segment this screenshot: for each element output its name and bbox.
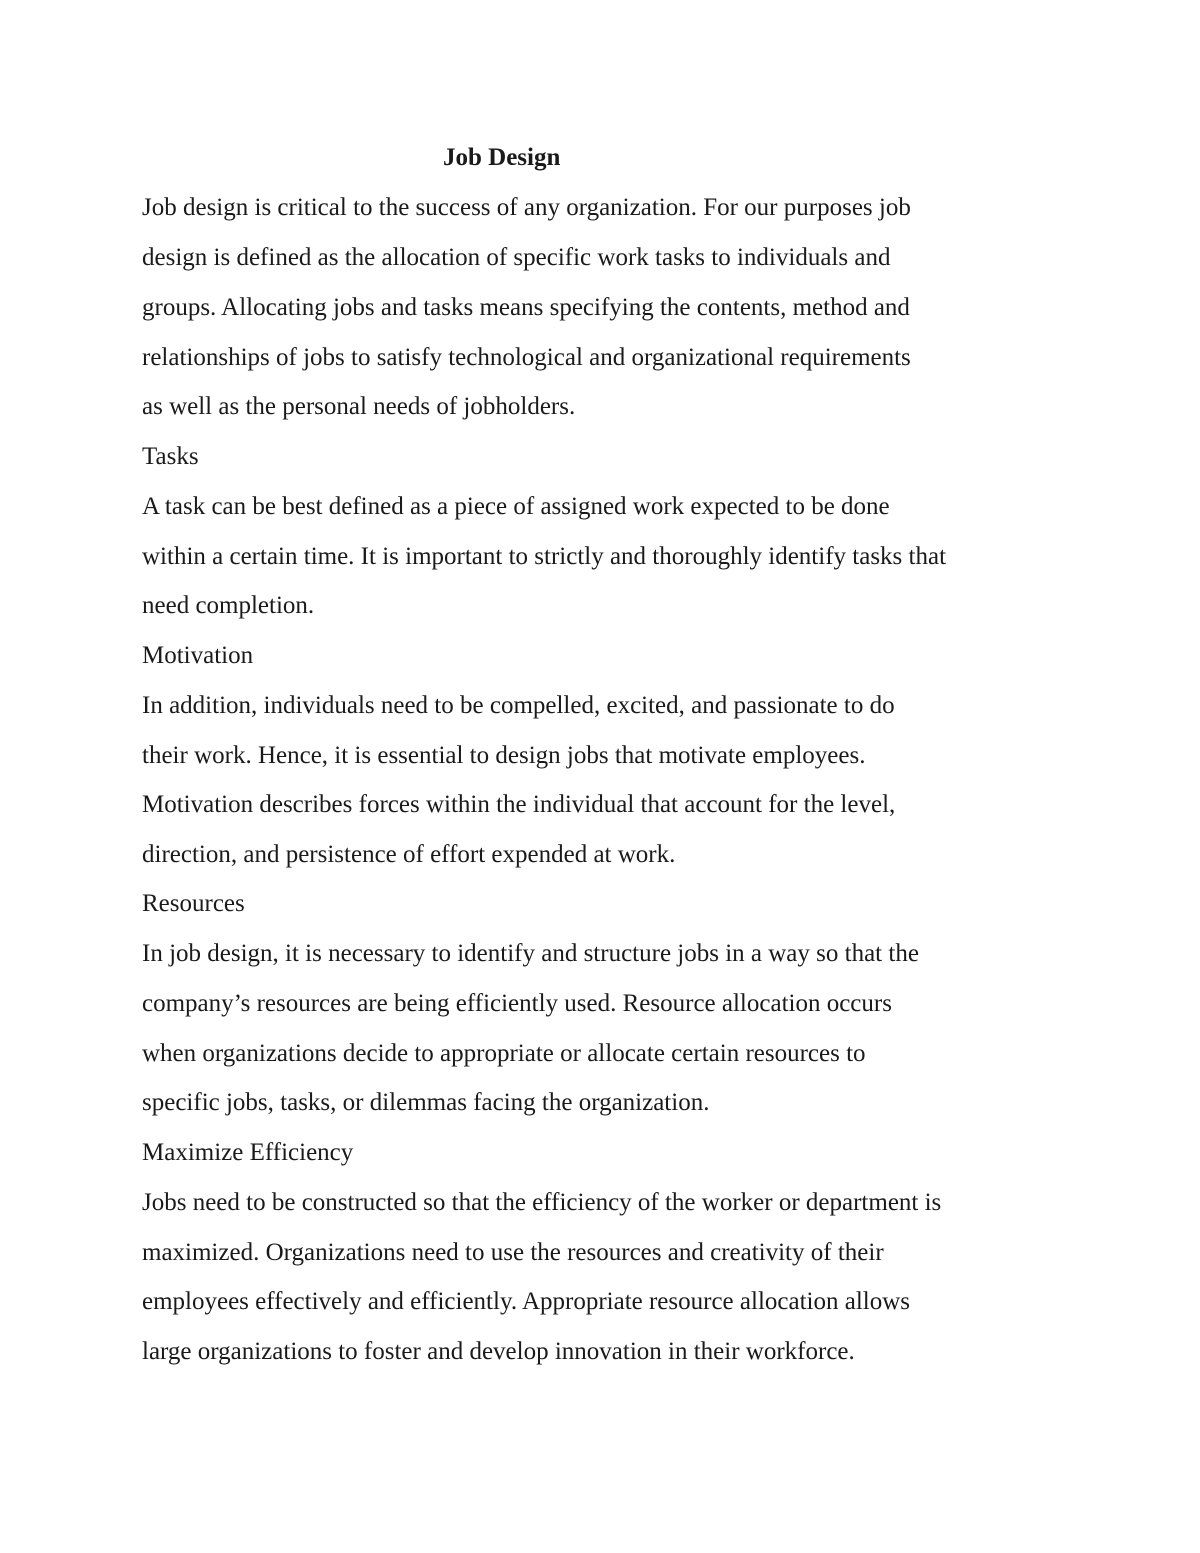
body-line: Job design is critical to the success of any organization. For our purposes job — [142, 194, 911, 221]
body-line: In addition, individuals need to be compelled, excited, and passionate to do — [142, 692, 895, 719]
body-line: company’s resources are being efficiently used. Resource allocation occurs — [142, 990, 892, 1017]
section-heading-resources: Resources — [142, 890, 245, 917]
body-line: design is defined as the allocation of specific work tasks to individuals and — [142, 244, 891, 271]
body-line: need completion. — [142, 592, 315, 619]
body-line: A task can be best defined as a piece of assigned work expected to be done — [142, 493, 890, 520]
body-line: relationships of jobs to satisfy technological and organizational requirements — [142, 344, 911, 371]
body-line: large organizations to foster and develop innovation in their workforce. — [142, 1338, 855, 1365]
section-heading-maximize-efficiency: Maximize Efficiency — [142, 1139, 354, 1166]
body-line: specific jobs, tasks, or dilemmas facing the organization. — [142, 1089, 710, 1116]
document-title: Job Design — [443, 144, 561, 171]
body-line: Motivation describes forces within the individual that account for the level, — [142, 791, 896, 818]
body-line: groups. Allocating jobs and tasks means specifying the contents, method and — [142, 294, 910, 321]
body-line: as well as the personal needs of jobholders. — [142, 393, 576, 420]
body-line: In job design, it is necessary to identify and structure jobs in a way so that the — [142, 940, 919, 967]
body-line: when organizations decide to appropriate or allocate certain resources to — [142, 1040, 866, 1067]
body-line: within a certain time. It is important to strictly and thoroughly identify tasks that — [142, 543, 947, 570]
section-heading-motivation: Motivation — [142, 642, 254, 669]
body-line: maximized. Organizations need to use the resources and creativity of their — [142, 1239, 884, 1266]
body-line: their work. Hence, it is essential to design jobs that motivate employees. — [142, 742, 866, 769]
body-line: Jobs need to be constructed so that the efficiency of the worker or department is — [142, 1189, 942, 1216]
body-line: employees effectively and efficiently. Appropriate resource allocation allows — [142, 1288, 910, 1315]
section-heading-tasks: Tasks — [142, 443, 199, 470]
body-line: direction, and persistence of effort expended at work. — [142, 841, 676, 868]
